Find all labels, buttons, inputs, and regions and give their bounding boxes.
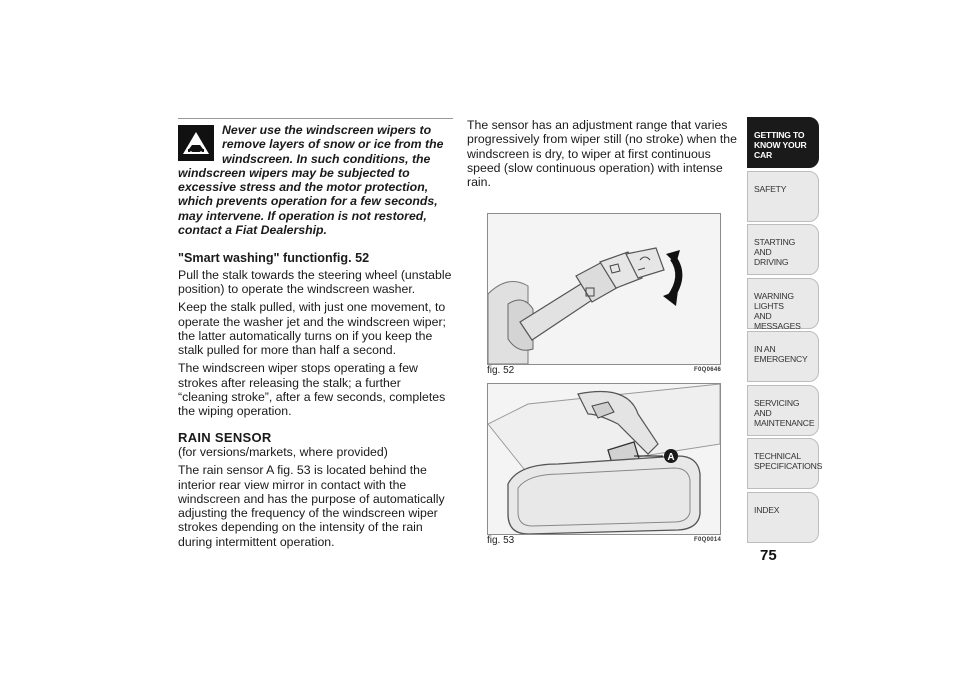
chapter-nav: [747, 117, 823, 545]
nav-tab-label: SERVICING AND: [754, 397, 800, 418]
rain-sensor-range-paragraph: The sensor has an adjustment range that varies progressively from wiper still (no stroke) when the windscreen is dry, to wiper at first continuous speed (slow continuous operation) with intense rain.: [467, 118, 737, 190]
rain-sensor-subheading: (for versions/markets, where provided): [178, 444, 388, 459]
nav-tab-starting-and-driving[interactable]: [747, 224, 819, 275]
figure-53-caption: fig. 53: [487, 535, 515, 546]
right-column: [467, 118, 737, 193]
warning-divider: [178, 118, 453, 119]
nav-tab-warning-lights[interactable]: [747, 278, 819, 329]
wiper-stalk-illustration: [488, 214, 720, 364]
rain-sensor-illustration: [488, 384, 720, 534]
smart-washing-paragraph: Keep the stalk pulled, with just one movement, to operate the washer jet and the windscreen wiper; the latter automatically turns on if you keep the stalk pulled for more than half a second.: [178, 300, 446, 358]
nav-tab-label: IN AN EMERGENCY: [754, 344, 808, 364]
nav-tab-label: WARNING LIGHTS: [754, 290, 794, 311]
smart-washing-heading: "Smart washing" functionfig. 52: [178, 251, 370, 266]
nav-tab-label: GETTING TO: [754, 130, 805, 140]
car-wiper-warning-icon: [178, 125, 214, 161]
nav-tab-label: AND MESSAGES: [754, 310, 801, 331]
nav-tab-safety[interactable]: [747, 171, 819, 222]
nav-tab-label: KNOW YOUR CAR: [754, 140, 807, 160]
nav-tab-label: MAINTENANCE: [754, 417, 815, 428]
nav-tab-in-an-emergency[interactable]: [747, 331, 819, 382]
nav-tab-label: TECHNICAL: [754, 451, 801, 461]
smart-washing-paragraph: Pull the stalk towards the steering wheel (unstable position) to operate the windscreen washer.: [178, 267, 452, 296]
smart-washing-paragraph: The windscreen wiper stops operating a few strokes after releasing the stalk; a further “cleaning stroke”, after a few seconds, completes the wiping operation.: [178, 361, 446, 419]
rain-sensor-paragraph: The rain sensor A fig. 53 is located behind the interior rear view mirror in contact with the windscreen and has the purpose of automatically adjusting the frequency of the windscreen wiper strokes depending on the intensity of the rain during intermittent operation.: [178, 463, 445, 549]
nav-tab-index[interactable]: [747, 492, 819, 543]
nav-tab-label: DRIVING: [754, 257, 789, 267]
nav-tab-label: SAFETY: [754, 183, 787, 194]
callout-a-label: A: [667, 452, 675, 463]
rain-sensor-heading: RAIN SENSOR: [178, 429, 272, 445]
nav-tab-label: INDEX: [754, 504, 780, 515]
figure-53-rain-sensor: [487, 383, 721, 535]
figure-52-code: F0Q0646: [694, 367, 722, 373]
nav-tab-servicing-and-maintenance[interactable]: [747, 385, 819, 436]
nav-tab-technical-specifications[interactable]: [747, 438, 823, 489]
warning-text: Never use the windscreen wipers to remove layers of snow or ice from the windscreen. In such conditions, the windscreen wipers may be subjected to excessive stress and the motor protection, which prevents operation for a few seconds, may intervene. If operation is not restored, contact a Fiat Dealership.: [178, 123, 444, 238]
figure-52-wiper-stalk: [487, 213, 721, 365]
warning-block: [178, 123, 453, 237]
nav-tab-label: SPECIFICATIONS: [754, 461, 823, 471]
page-number: 75: [760, 547, 777, 564]
figure-52-caption: fig. 52: [487, 365, 515, 376]
nav-tab-label: STARTING AND: [754, 237, 796, 257]
nav-tab-getting-to-know-your-car[interactable]: [747, 117, 819, 168]
left-column: [178, 118, 453, 553]
figure-53-code: F0Q0014: [694, 537, 722, 543]
